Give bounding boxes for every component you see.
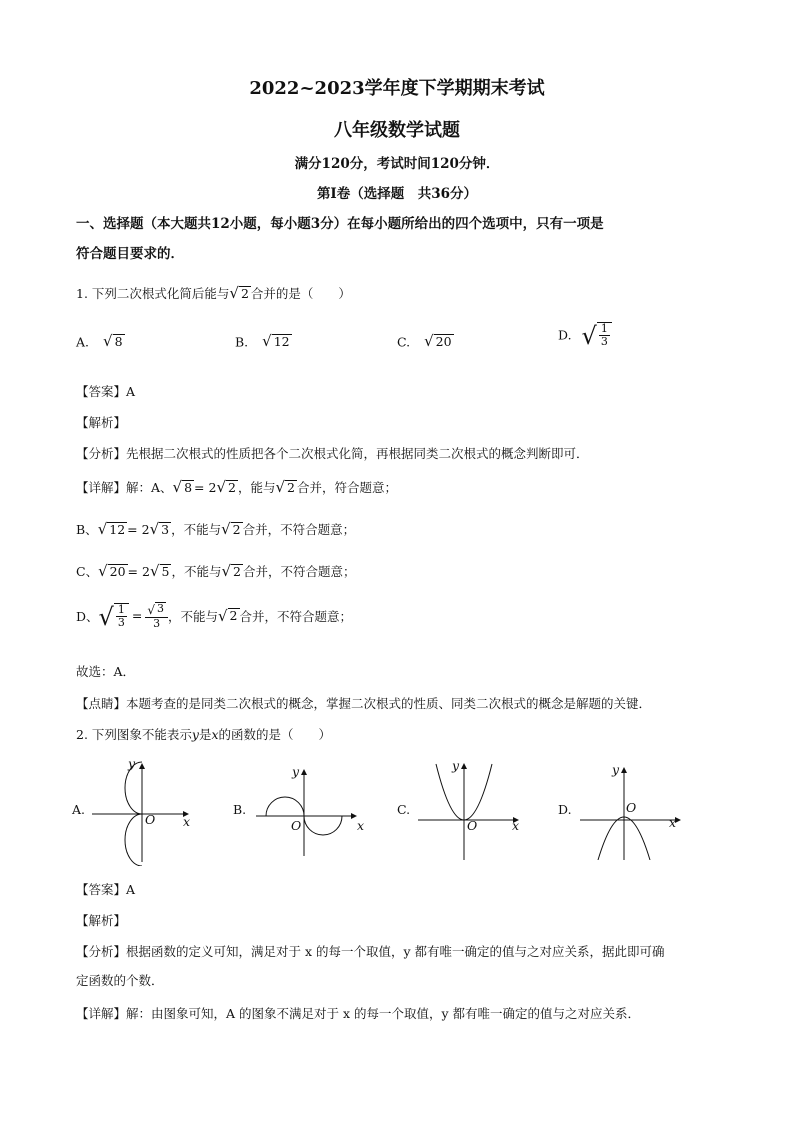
q2-option-a-label: A. (72, 802, 86, 817)
exam-subtitle: 八年级数学试题 (334, 120, 460, 141)
q2-stem-text: 是 (198, 727, 212, 742)
radicand: 2 (228, 479, 236, 495)
detail-text: ，不能与 (167, 608, 218, 624)
numerator: 1 (600, 322, 608, 335)
q2-a-origin (145, 812, 155, 827)
volume-heading: 第Ⅰ卷（选择题 共36分） (316, 186, 478, 202)
axis-y-label: y (292, 764, 300, 779)
radicand: 12 (273, 334, 290, 349)
q2-stem-text: 2. 下列图象不能表示 (76, 727, 192, 742)
q2-option-d-label: D. (558, 802, 572, 817)
radicand: 5 (161, 563, 170, 579)
radicand: 2 (240, 285, 249, 301)
sqrt-expression: √ 12 (97, 520, 126, 538)
detail-text: B、 (76, 522, 98, 537)
q2-a-axis-y (128, 756, 135, 771)
sqrt-expression: √ $\frac{1}{3}$ (99, 603, 129, 629)
sqrt-expression: √ 20 (98, 562, 126, 580)
detail-text: 合并，不符合题意； (243, 564, 356, 579)
q2-analysis-line2: 定函数的个数． (76, 973, 164, 988)
denominator: 3 (600, 335, 608, 349)
exam-info: 满分120分，考试时间120分钟． (294, 156, 500, 172)
q1-option-c (397, 334, 454, 349)
detail-text: C、 (76, 564, 99, 579)
q1-stem-text: 1. 下列二次根式化简后能与 (76, 286, 230, 301)
q2-b-axis-x (357, 818, 364, 833)
q1-detail-b (76, 520, 355, 538)
sqrt-expression: √ 2 (217, 606, 238, 625)
detail-text: 合并，不符合题意； (239, 608, 353, 624)
detail-text: ，不能与 (171, 564, 222, 579)
equals-sign: = (131, 608, 143, 624)
section-instructions-line2: 符合题目要求的． (76, 246, 184, 262)
sqrt-expression: √ 20 (424, 332, 452, 351)
variable-x: x (211, 727, 219, 742)
radicand: 3 (156, 602, 164, 615)
q2-b-origin (291, 818, 301, 833)
exam-title: 2022~2023学年度下学期期末考试 (249, 78, 545, 99)
q2-analysis-line1: 【分析】根据函数的定义可知，满足对于 x 的每一个取值，y 都有唯一确定的值与之对应关系，据此即可确 (76, 944, 665, 959)
axis-x-label: x (512, 818, 520, 833)
q2-detail: 【详解】解：由图象可知，A 的图象不满足对于 x 的每一个取值，y 都有唯一确定的值与之对应关系． (76, 1006, 641, 1021)
origin-label: O (145, 812, 156, 827)
detail-text: 合并，符合题意； (297, 480, 398, 495)
radicand: 2 (229, 608, 238, 624)
sqrt-expression: √ 2 (221, 562, 241, 580)
radicand: 20 (435, 334, 452, 349)
fraction: √ 3 3 (145, 602, 168, 630)
radicand: 2 (233, 563, 241, 579)
denominator: 3 (153, 616, 161, 630)
sqrt-expression: √ 12 (262, 332, 290, 351)
sqrt-expression: √ 2 (216, 478, 236, 496)
q2-analysis-heading: 【解析】 (76, 913, 127, 928)
q1-detail-a (76, 478, 397, 496)
q1-answer: 【答案】A (76, 384, 136, 399)
q1-choice: 故选：A． (76, 664, 136, 679)
q2-stem-text-end: 的函数的是（ ） (218, 727, 332, 742)
q2-graph-b (252, 766, 367, 858)
detail-text: ，能与 (237, 480, 276, 495)
sqrt-expression: √ 2 (229, 284, 249, 302)
radicand: 3 (161, 521, 170, 537)
sqrt-expression: √ 2 (275, 478, 295, 496)
detail-text: ，不能与 (171, 522, 222, 537)
radicand: 8 (184, 479, 193, 495)
q2-option-b-label: B. (233, 802, 247, 817)
q1-option-a (76, 334, 125, 349)
detail-text: D、 (76, 608, 99, 624)
sqrt-expression: √ 5 (149, 562, 170, 580)
radicand: 8 (114, 334, 123, 349)
radicand: 2 (287, 479, 295, 495)
variable-y: y (191, 727, 199, 742)
axis-x-label: x (669, 815, 677, 830)
q1-detail-d (76, 602, 352, 630)
q2-c-origin (467, 818, 477, 833)
q2-c-axis-y (452, 758, 459, 773)
radicand: 2 (232, 521, 241, 537)
origin-label: O (291, 818, 302, 833)
q1-analysis-heading: 【解析】 (76, 415, 127, 430)
radicand: 20 (109, 563, 126, 579)
q2-graph-c (414, 760, 524, 860)
q2-d-axis-x (669, 815, 676, 830)
q2-a-axis-x (183, 814, 190, 829)
radicand: 12 (109, 521, 126, 537)
numerator: 1 (117, 602, 125, 616)
q1-option-b (235, 334, 292, 349)
option-label: C. (397, 334, 411, 350)
equals-coefficient: = 2 (194, 480, 217, 495)
denominator: 3 (117, 615, 125, 629)
q2-answer: 【答案】A (76, 882, 136, 897)
q2-b-axis-y (292, 764, 299, 779)
sqrt-expression: √ 8 (103, 332, 123, 351)
equals-coefficient: = 2 (127, 522, 150, 537)
q1-option-d (558, 322, 612, 351)
option-label: D. (558, 327, 572, 343)
q2-option-c-label: C. (397, 802, 411, 817)
sqrt-expression: √ 3 (149, 520, 170, 538)
origin-label: O (467, 818, 478, 833)
sqrt-expression: √ 2 (221, 520, 241, 538)
sqrt-expression: √ 8 (172, 478, 193, 496)
section-instructions-line1: 一、选择题（本大题共12小题，每小题3分）在每小题所给出的四个选项中，只有一项是 (76, 216, 604, 232)
q1-analysis: 【分析】先根据二次根式的性质把各个二次根式化简，再根据同类二次根式的概念判断即可． (76, 446, 589, 461)
question-1-stem (76, 284, 351, 302)
origin-label: O (626, 800, 637, 815)
axis-x-label: x (357, 818, 365, 833)
axis-y-label: y (612, 762, 620, 777)
axis-y-label: y (452, 758, 460, 773)
axis-y-label: y (128, 756, 136, 771)
q2-c-axis-x (512, 818, 519, 833)
detail-text: 合并，不符合题意； (242, 522, 356, 537)
axis-x-label: x (183, 814, 191, 829)
q1-comment: 【点睛】本题考查的是同类二次根式的概念，掌握二次根式的性质、同类二次根式的概念是解题的关键． (76, 696, 652, 711)
option-label: A. (76, 334, 90, 350)
sqrt-expression: √ $\frac{1}{3}$ (582, 322, 612, 348)
q2-d-origin (626, 800, 636, 815)
q1-stem-text-end: 合并的是（ ） (250, 286, 351, 301)
option-label: B. (235, 334, 249, 350)
equals-coefficient: = 2 (127, 564, 150, 579)
q1-detail-c (76, 562, 356, 580)
detail-text: 【详解】解：A、 (76, 480, 173, 495)
question-2-stem (76, 725, 331, 743)
q2-d-axis-y (612, 762, 619, 777)
